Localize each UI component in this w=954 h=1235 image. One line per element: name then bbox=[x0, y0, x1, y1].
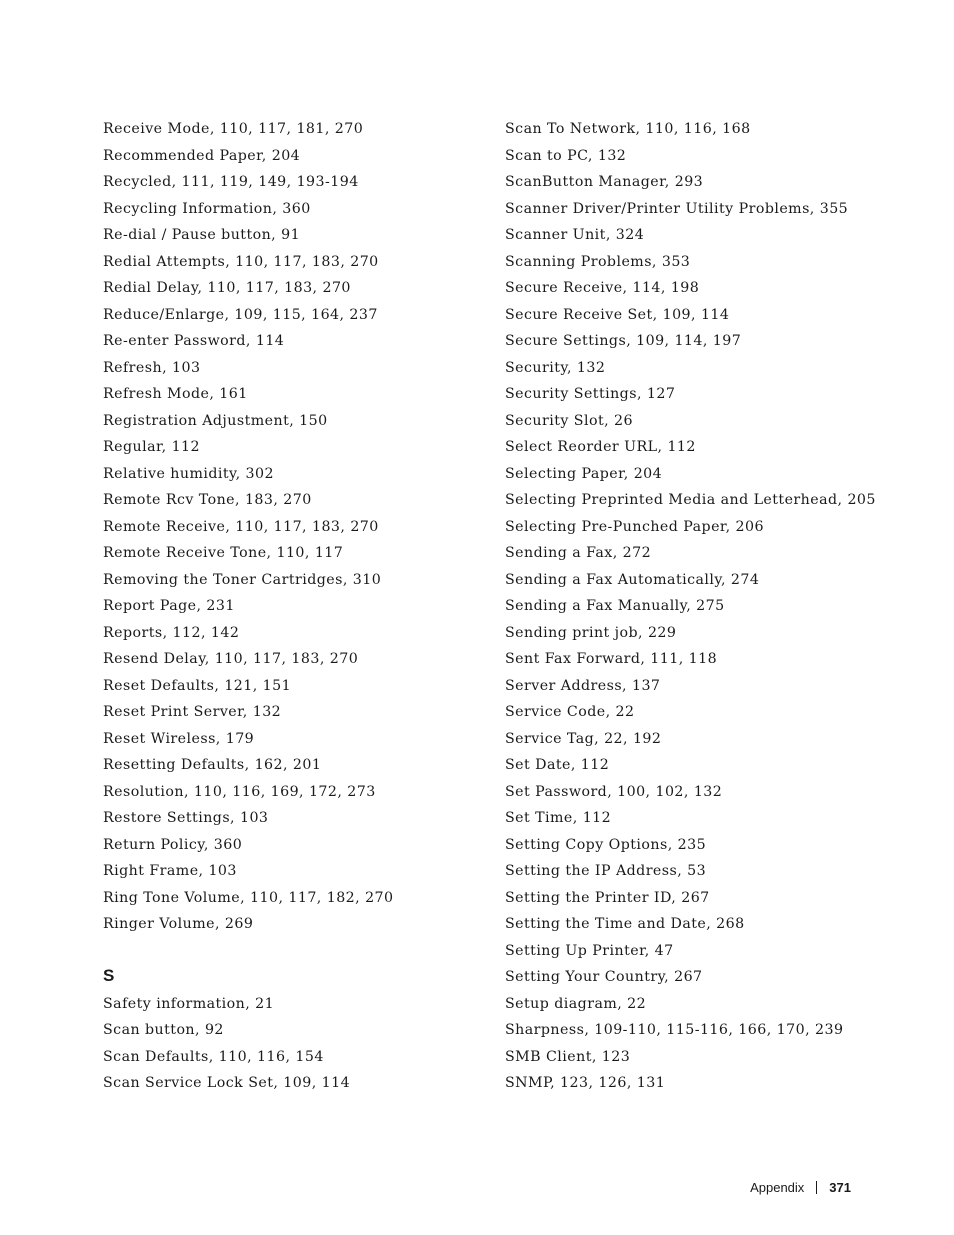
index-entry: Ringer Volume, 269 bbox=[103, 916, 254, 932]
index-entry: Receive Mode, 110, 117, 181, 270 bbox=[103, 121, 364, 137]
index-entry: Remote Rcv Tone, 183, 270 bbox=[103, 492, 312, 508]
index-entry: Selecting Paper, 204 bbox=[505, 465, 663, 482]
index-entry: Setting the IP Address, 53 bbox=[505, 863, 707, 879]
index-entry: Sending a Fax, 272 bbox=[505, 545, 652, 561]
index-entry: Select Reorder URL, 112 bbox=[505, 439, 696, 455]
index-entry: Sent Fax Forward, 111, 118 bbox=[505, 651, 718, 667]
index-entry: Resolution, 110, 116, 169, 172, 273 bbox=[103, 783, 376, 800]
index-entry: Service Code, 22 bbox=[505, 704, 635, 720]
index-entry: Report Page, 231 bbox=[103, 598, 235, 614]
index-entry: Return Policy, 360 bbox=[103, 836, 243, 853]
index-entry: ScanButton Manager, 293 bbox=[505, 174, 704, 190]
index-entry: Reset Print Server, 132 bbox=[103, 704, 282, 720]
section-heading-s: S bbox=[103, 965, 115, 985]
index-entry: Setting Up Printer, 47 bbox=[505, 942, 674, 959]
page-number: 371 bbox=[829, 1180, 851, 1195]
index-entry: Security, 132 bbox=[505, 359, 606, 376]
index-entry: Sharpness, 109-110, 115-116, 166, 170, 239 bbox=[505, 1022, 844, 1038]
footer-section-label: Appendix bbox=[750, 1180, 805, 1195]
section-spacer bbox=[103, 938, 483, 961]
index-entry: Secure Settings, 109, 114, 197 bbox=[505, 333, 742, 349]
index-entry: Refresh Mode, 161 bbox=[103, 386, 248, 402]
index-entry: Sending a Fax Manually, 275 bbox=[505, 598, 725, 614]
index-entry: Scan To Network, 110, 116, 168 bbox=[505, 121, 751, 137]
index-entry: Setting Copy Options, 235 bbox=[505, 836, 707, 853]
index-entry: Setting the Printer ID, 267 bbox=[505, 889, 710, 906]
index-entry: Scan to PC, 132 bbox=[505, 147, 627, 164]
index-entry: Regular, 112 bbox=[103, 439, 201, 455]
index-entry: Recycling Information, 360 bbox=[103, 200, 311, 217]
index-entry: Selecting Preprinted Media and Letterhead, 205 bbox=[505, 492, 876, 508]
index-entry: Setup diagram, 22 bbox=[505, 995, 647, 1012]
index-entry: Scanner Driver/Printer Utility Problems, 355 bbox=[505, 200, 849, 217]
footer-divider bbox=[816, 1181, 817, 1194]
index-entry: Scan button, 92 bbox=[103, 1022, 224, 1038]
index-entry: Set Password, 100, 102, 132 bbox=[505, 783, 723, 800]
index-entry: Security Slot, 26 bbox=[505, 412, 633, 429]
index-entry: Scanner Unit, 324 bbox=[505, 227, 645, 243]
index-entry: Relative humidity, 302 bbox=[103, 465, 274, 482]
index-entry: Right Frame, 103 bbox=[103, 863, 237, 879]
page-footer bbox=[750, 1180, 851, 1195]
index-entry: Resend Delay, 110, 117, 183, 270 bbox=[103, 651, 359, 667]
index-entry: Recycled, 111, 119, 149, 193-194 bbox=[103, 174, 359, 190]
index-entry: Redial Delay, 110, 117, 183, 270 bbox=[103, 280, 351, 296]
index-entry: Remote Receive Tone, 110, 117 bbox=[103, 545, 344, 561]
index-entry: Reports, 112, 142 bbox=[103, 624, 240, 641]
index-entry: Resetting Defaults, 162, 201 bbox=[103, 757, 322, 773]
index-entry: Refresh, 103 bbox=[103, 359, 201, 376]
index-entry: Scan Service Lock Set, 109, 114 bbox=[103, 1075, 351, 1091]
index-entry: Scanning Problems, 353 bbox=[505, 253, 691, 270]
index-entry: SNMP, 123, 126, 131 bbox=[505, 1075, 666, 1091]
index-entry: Recommended Paper, 204 bbox=[103, 147, 301, 164]
index-entry: Setting Your Country, 267 bbox=[505, 969, 703, 985]
index-entry: Reduce/Enlarge, 109, 115, 164, 237 bbox=[103, 306, 378, 323]
index-entry: Set Time, 112 bbox=[505, 810, 612, 826]
index-entry: Server Address, 137 bbox=[505, 677, 661, 694]
index-entry: Set Date, 112 bbox=[505, 757, 610, 773]
index-left-column bbox=[103, 116, 483, 1097]
index-entry: Secure Receive, 114, 198 bbox=[505, 280, 700, 296]
index-entry: Re-enter Password, 114 bbox=[103, 333, 285, 349]
index-entry: Remote Receive, 110, 117, 183, 270 bbox=[103, 518, 379, 535]
index-entry: Sending a Fax Automatically, 274 bbox=[505, 571, 760, 588]
index-entry: Selecting Pre-Punched Paper, 206 bbox=[505, 518, 764, 535]
index-entry: Security Settings, 127 bbox=[505, 386, 676, 402]
index-entry: Reset Defaults, 121, 151 bbox=[103, 677, 292, 694]
index-right-column bbox=[505, 116, 925, 1097]
index-entry: Sending print job, 229 bbox=[505, 624, 677, 641]
index-entry: Reset Wireless, 179 bbox=[103, 730, 255, 747]
index-entry: Scan Defaults, 110, 116, 154 bbox=[103, 1048, 324, 1065]
index-entry: Restore Settings, 103 bbox=[103, 810, 269, 826]
index-entry: Registration Adjustment, 150 bbox=[103, 412, 328, 429]
index-entry: Secure Receive Set, 109, 114 bbox=[505, 306, 730, 323]
index-entry: Safety information, 21 bbox=[103, 995, 275, 1012]
index-entry: Re-dial / Pause button, 91 bbox=[103, 227, 301, 243]
index-entry: Removing the Toner Cartridges, 310 bbox=[103, 571, 382, 588]
index-entry: Setting the Time and Date, 268 bbox=[505, 916, 745, 932]
index-entry: Service Tag, 22, 192 bbox=[505, 730, 662, 747]
index-entry: Redial Attempts, 110, 117, 183, 270 bbox=[103, 253, 379, 270]
index-entry: Ring Tone Volume, 110, 117, 182, 270 bbox=[103, 889, 394, 906]
index-entry: SMB Client, 123 bbox=[505, 1048, 631, 1065]
